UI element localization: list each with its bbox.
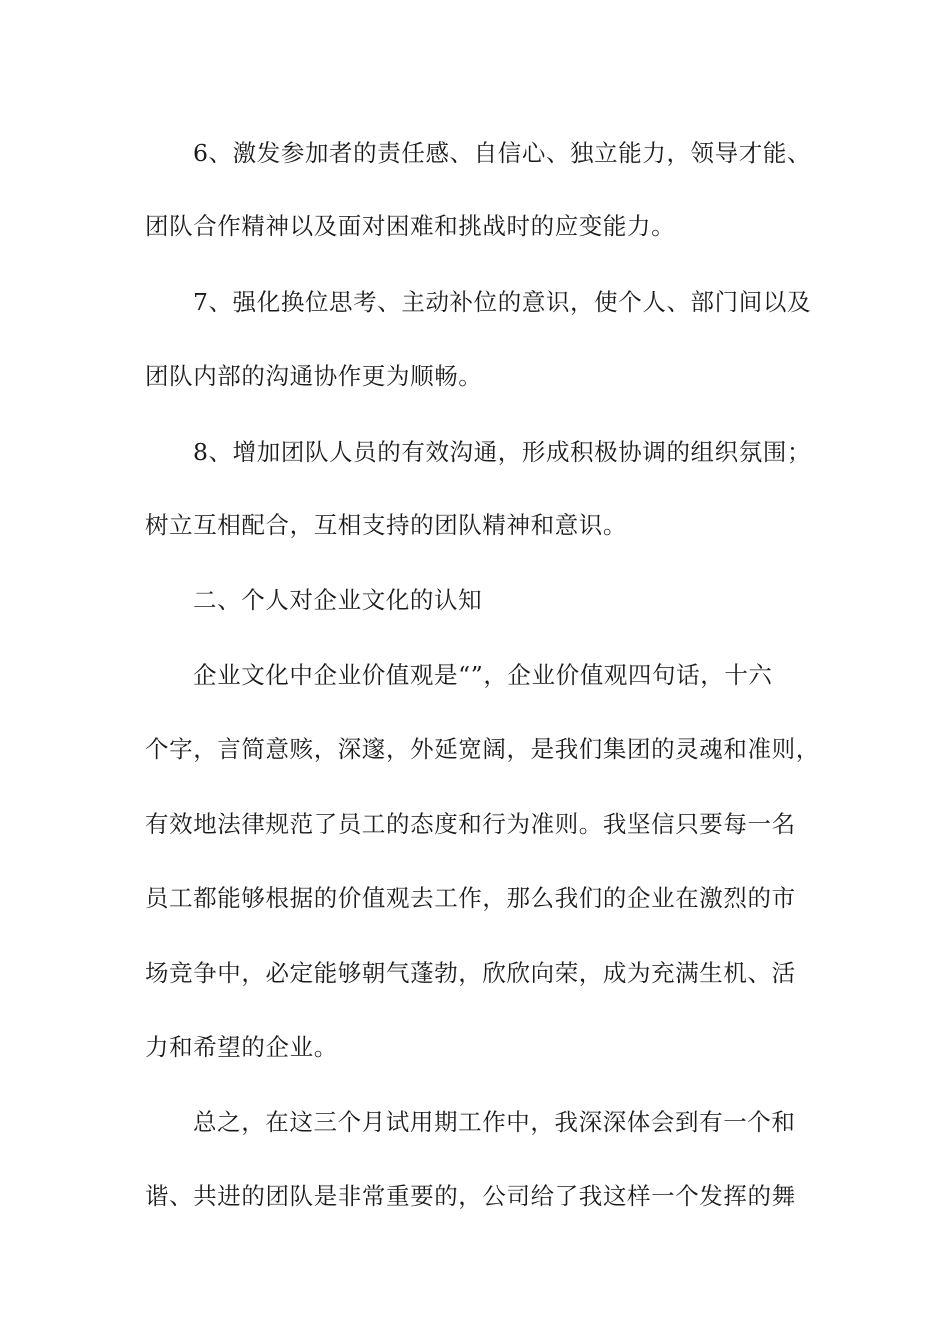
paragraph-8-line-2: 树立互相配合，互相支持的团队精神和意识。	[145, 511, 627, 539]
culture-paragraph-line-3: 有效地法律规范了员工的态度和行为准则。我坚信只要每一名	[145, 810, 796, 838]
culture-paragraph-line-1: 企业文化中企业价值观是“”，企业价值观四句话，十六	[193, 661, 773, 689]
paragraph-6-line-1: 6、激发参加者的责任感、自信心、独立能力，领导才能、	[193, 139, 812, 167]
paragraph-6-line-2: 团队合作精神以及面对困难和挑战时的应变能力。	[145, 212, 676, 240]
paragraph-7-line-1: 7、强化换位思考、主动补位的意识，使个人、部门间以及	[193, 288, 812, 316]
culture-paragraph-line-4: 员工都能够根据的价值观去工作，那么我们的企业在激烈的市	[145, 884, 796, 912]
culture-paragraph-line-6: 力和希望的企业。	[145, 1033, 338, 1061]
culture-paragraph-line-2: 个字，言简意赅，深邃，外延宽阔，是我们集团的灵魂和准则，	[145, 735, 820, 763]
paragraph-8-line-1: 8、增加团队人员的有效沟通，形成积极协调的组织氛围；	[193, 438, 812, 466]
section-heading: 二、个人对企业文化的认知	[193, 586, 483, 614]
paragraph-7-line-2: 团队内部的沟通协作更为顺畅。	[145, 362, 483, 390]
summary-paragraph-line-2: 谐、共进的团队是非常重要的，公司给了我这样一个发挥的舞	[145, 1182, 796, 1210]
summary-paragraph-line-1: 总之，在这三个月试用期工作中，我深深体会到有一个和	[193, 1108, 796, 1136]
culture-paragraph-line-5: 场竞争中，必定能够朝气蓬勃，欣欣向荣，成为充满生机、活	[145, 959, 796, 987]
